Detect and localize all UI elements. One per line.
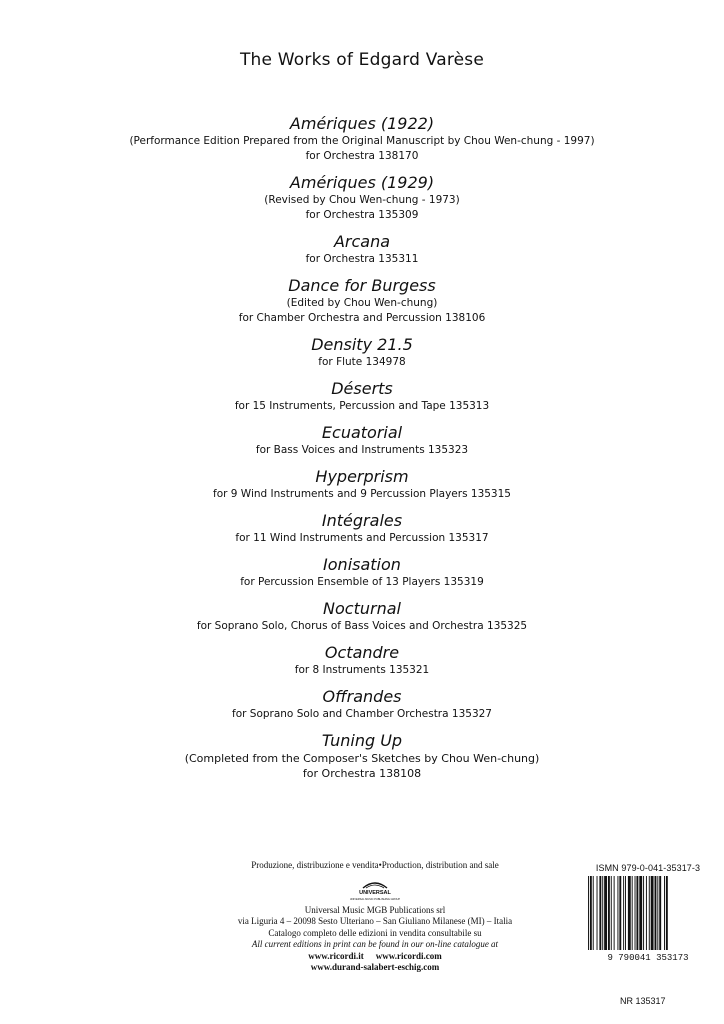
universal-globe-icon <box>345 876 405 902</box>
catalogue-english: All current editions in print can be found in our on-line catalogue at <box>251 939 499 949</box>
work-instrumentation: for Bass Voices and Instruments 135323 <box>255 444 469 456</box>
work-instrumentation: for Percussion Ensemble of 13 Players 135319 <box>240 576 484 588</box>
work-instrumentation: for Orchestra 135311 <box>305 253 419 265</box>
work-title: Tuning Up <box>321 731 403 750</box>
barcode-bar <box>639 876 642 950</box>
barcode-bar <box>636 876 638 950</box>
barcode-bar <box>664 876 665 950</box>
work-title: Déserts <box>331 379 393 398</box>
barcode-bar <box>597 876 598 950</box>
barcode-bar <box>608 876 610 950</box>
works-list <box>0 114 724 790</box>
barcode-bar <box>628 876 631 950</box>
work-title: Ionisation <box>323 555 401 574</box>
work-instrumentation: for Orchestra 135309 <box>305 209 419 221</box>
barcode-digits: 9 790041 353173 <box>607 953 689 962</box>
work-item <box>0 114 724 164</box>
barcode-bar <box>651 876 654 950</box>
work-instrumentation: for Orchestra 138108 <box>302 767 422 780</box>
work-item <box>0 276 724 326</box>
work-title: Amériques (1922) <box>289 114 435 133</box>
catalogue-italian: Catalogo completo delle edizioni in vendita consultabile su <box>268 927 482 938</box>
barcode-bar <box>619 876 621 950</box>
work-item <box>0 467 724 502</box>
barcode-bar <box>590 876 592 950</box>
work-item <box>0 379 724 414</box>
work-item <box>0 731 724 781</box>
barcode-block <box>586 863 710 967</box>
work-instrumentation: for 11 Wind Instruments and Percussion 135317 <box>235 532 489 544</box>
work-item <box>0 599 724 634</box>
url-ricordi-com[interactable]: www.ricordi.com <box>375 950 442 961</box>
work-item <box>0 423 724 458</box>
barcode-bar <box>614 876 615 950</box>
production-line: Produzione, distribuzione e vendita•Production, distribution and sale <box>251 860 499 870</box>
work-item <box>0 555 724 590</box>
barcode-bar <box>617 876 618 950</box>
work-item <box>0 335 724 370</box>
logo-wordmark: UNIVERSAL <box>359 889 391 896</box>
publisher-address: via Liguria 4 – 20098 Sesto Ulteriano – San Giuliano Milanese (MI) – Italia <box>237 916 513 926</box>
work-instrumentation: for Soprano Solo and Chamber Orchestra 135327 <box>232 708 492 720</box>
work-instrumentation: for 9 Wind Instruments and 9 Percussion Players 135315 <box>213 488 511 500</box>
work-instrumentation: for 15 Instruments, Percussion and Tape 135313 <box>234 400 490 412</box>
barcode-bar <box>593 876 594 950</box>
work-instrumentation: for Chamber Orchestra and Percussion 138106 <box>238 312 486 324</box>
barcode-bar <box>646 876 647 950</box>
logo-subtext: UNIVERSAL MUSIC PUBLISHING GROUP <box>349 897 401 901</box>
work-instrumentation: for Flute 134978 <box>318 356 406 368</box>
url-ricordi-it[interactable]: www.ricordi.it <box>308 950 364 961</box>
work-title: Ecuatorial <box>321 423 403 442</box>
work-instrumentation: for Orchestra 138170 <box>305 150 419 162</box>
barcode-bar <box>625 876 626 950</box>
barcode-bar <box>659 876 661 950</box>
work-title: Hyperprism <box>315 467 409 486</box>
barcode-bar <box>632 876 633 950</box>
barcode-bar <box>602 876 603 950</box>
url-line <box>190 951 560 963</box>
work-title: Nocturnal <box>323 599 401 618</box>
work-note: (Revised by Chou Wen-chung - 1973) <box>264 194 460 206</box>
barcode-bar <box>655 876 657 950</box>
barcode-bar <box>623 876 624 950</box>
work-title: Offrandes <box>322 687 402 706</box>
publisher-name: Universal Music MGB Publications srl <box>304 904 446 915</box>
work-title: Dance for Burgess <box>288 276 436 295</box>
catalogue-number: NR 135317 <box>620 996 666 1006</box>
page-title: The Works of Edgard Varèse <box>239 50 485 70</box>
work-note: (Completed from the Composer's Sketches by Chou Wen-chung) <box>184 752 540 765</box>
ismn-number: ISMN 979-0-041-35317-3 <box>595 863 701 873</box>
work-item <box>0 643 724 678</box>
publisher-footer <box>190 860 560 974</box>
barcode-bar <box>599 876 601 950</box>
barcode <box>586 876 710 962</box>
work-title: Density 21.5 <box>311 335 413 354</box>
barcode-bar <box>666 876 668 950</box>
work-item <box>0 511 724 546</box>
url-durand[interactable]: www.durand-salabert-eschig.com <box>310 962 440 972</box>
barcode-bar <box>604 876 607 950</box>
work-item <box>0 687 724 722</box>
universal-logo <box>345 876 405 902</box>
barcode-bar <box>643 876 644 950</box>
work-title: Amériques (1929) <box>289 173 435 192</box>
work-title: Octandre <box>324 643 400 662</box>
barcode-bar <box>588 876 589 950</box>
barcode-bar <box>635 876 636 950</box>
work-item <box>0 232 724 267</box>
work-item <box>0 173 724 223</box>
work-title: Intégrales <box>321 511 403 530</box>
barcode-bar <box>657 876 658 950</box>
barcode-bar <box>611 876 612 950</box>
work-title: Arcana <box>333 232 391 251</box>
work-note: (Edited by Chou Wen-chung) <box>286 297 438 309</box>
work-instrumentation: for 8 Instruments 135321 <box>294 664 430 676</box>
barcode-bar <box>649 876 650 950</box>
work-instrumentation: for Soprano Solo, Chorus of Bass Voices and Orchestra 135325 <box>196 620 528 632</box>
work-note: (Performance Edition Prepared from the Original Manuscript by Chou Wen-chung - 1997) <box>129 135 595 147</box>
